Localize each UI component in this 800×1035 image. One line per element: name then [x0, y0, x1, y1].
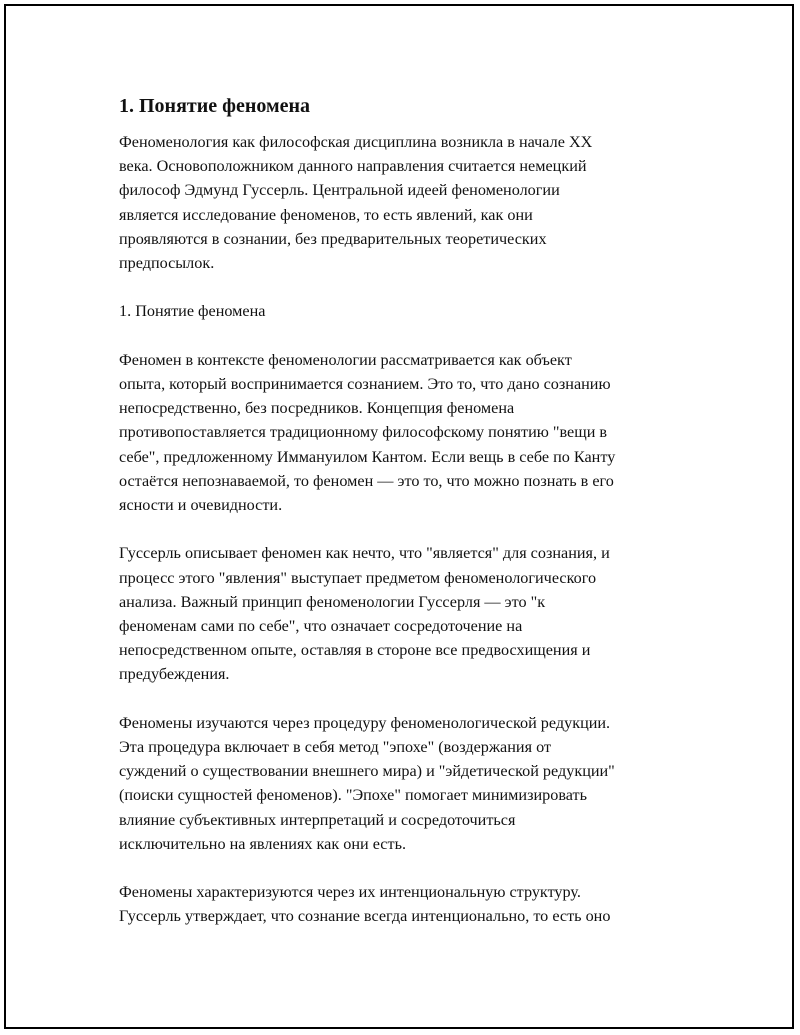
paragraph-line: исключительно на явлениях как они есть. — [119, 834, 406, 853]
document-title: 1. Понятие феномена — [119, 95, 311, 117]
paragraph-line: Феноменология как философская дисциплина возникла в начале XX — [119, 133, 593, 151]
paragraph-gap — [119, 275, 719, 299]
paragraph-line: века. Основоположником данного направления считается немецкий — [119, 157, 587, 176]
body-paragraph-3 — [119, 711, 719, 856]
paragraph-line: Гуссерль описывает феномен как нечто, что "является" для сознания, и — [119, 544, 610, 563]
paragraph-line: Феномены изучаются через процедуру феноменологической редукции. — [119, 713, 611, 732]
paragraph-line: остаётся непознаваемой, то феномен — это то, что можно познать в его — [119, 471, 614, 490]
intro-paragraph — [119, 130, 719, 275]
paragraph-line: Эта процедура включает в себя метод "эпохе" (воздержания от — [119, 738, 552, 757]
body-paragraph-4 — [119, 880, 719, 928]
section-heading-text: 1. Понятие феномена — [119, 302, 266, 321]
paragraph-line: Феномены характеризуются через их интенциональную структуру. — [119, 883, 581, 902]
paragraph-line: опыта, который воспринимается сознанием. Это то, что дано сознанию — [119, 375, 611, 393]
paragraph-line: анализа. Важный принцип феноменологии Гуссерля — это "к — [119, 592, 546, 611]
paragraph-line: проявляются в сознании, без предварительных теоретических — [119, 229, 547, 248]
paragraph-line: является исследование феноменов, то есть явлений, как они — [119, 205, 533, 224]
paragraph-line: Феномен в контексте феноменологии рассматривается как объект — [119, 350, 572, 369]
paragraph-line: философ Эдмунд Гуссерль. Центральной идеей феноменологии — [119, 181, 560, 200]
paragraph-line: непосредственном опыте, оставляя в стороне все предвосхищения и — [119, 641, 591, 660]
paragraph-line: ясности и очевидности. — [119, 496, 283, 515]
body-paragraph-2 — [119, 541, 719, 686]
paragraph-line: непосредственно, без посредников. Концепция феномена — [119, 399, 515, 418]
paragraph-line: влияние субъективных интерпретаций и сосредоточиться — [119, 810, 516, 829]
paragraph-gap — [119, 856, 719, 880]
paragraph-gap — [119, 517, 719, 541]
paragraph-line: противопоставляется традиционному философскому понятию "вещи в — [119, 423, 608, 442]
paragraph-gap — [119, 687, 719, 711]
paragraph-line: себе", предложенному Иммануилом Кантом. Если вещь в себе по Канту — [119, 447, 616, 466]
paragraph-line: суждений о существовании внешнего мира) и "эйдетической редукции" — [119, 762, 615, 781]
paragraph-gap — [119, 324, 719, 348]
body-paragraph-1 — [119, 348, 719, 517]
paragraph-line: феноменам сами по себе", что означает сосредоточение на — [119, 617, 523, 636]
paragraph-line: Гуссерль утверждает, что сознание всегда интенционально, то есть оно — [119, 907, 611, 926]
document-body — [119, 92, 719, 929]
paragraph-line: предпосылок. — [119, 254, 215, 273]
paragraph-line: предубеждения. — [119, 665, 230, 684]
paragraph-line: (поиски сущностей феноменов). "Эпохе" помогает минимизировать — [119, 786, 587, 805]
section-heading — [119, 299, 719, 323]
paragraph-line: процесс этого "явления" выступает предметом феноменологического — [119, 568, 597, 587]
